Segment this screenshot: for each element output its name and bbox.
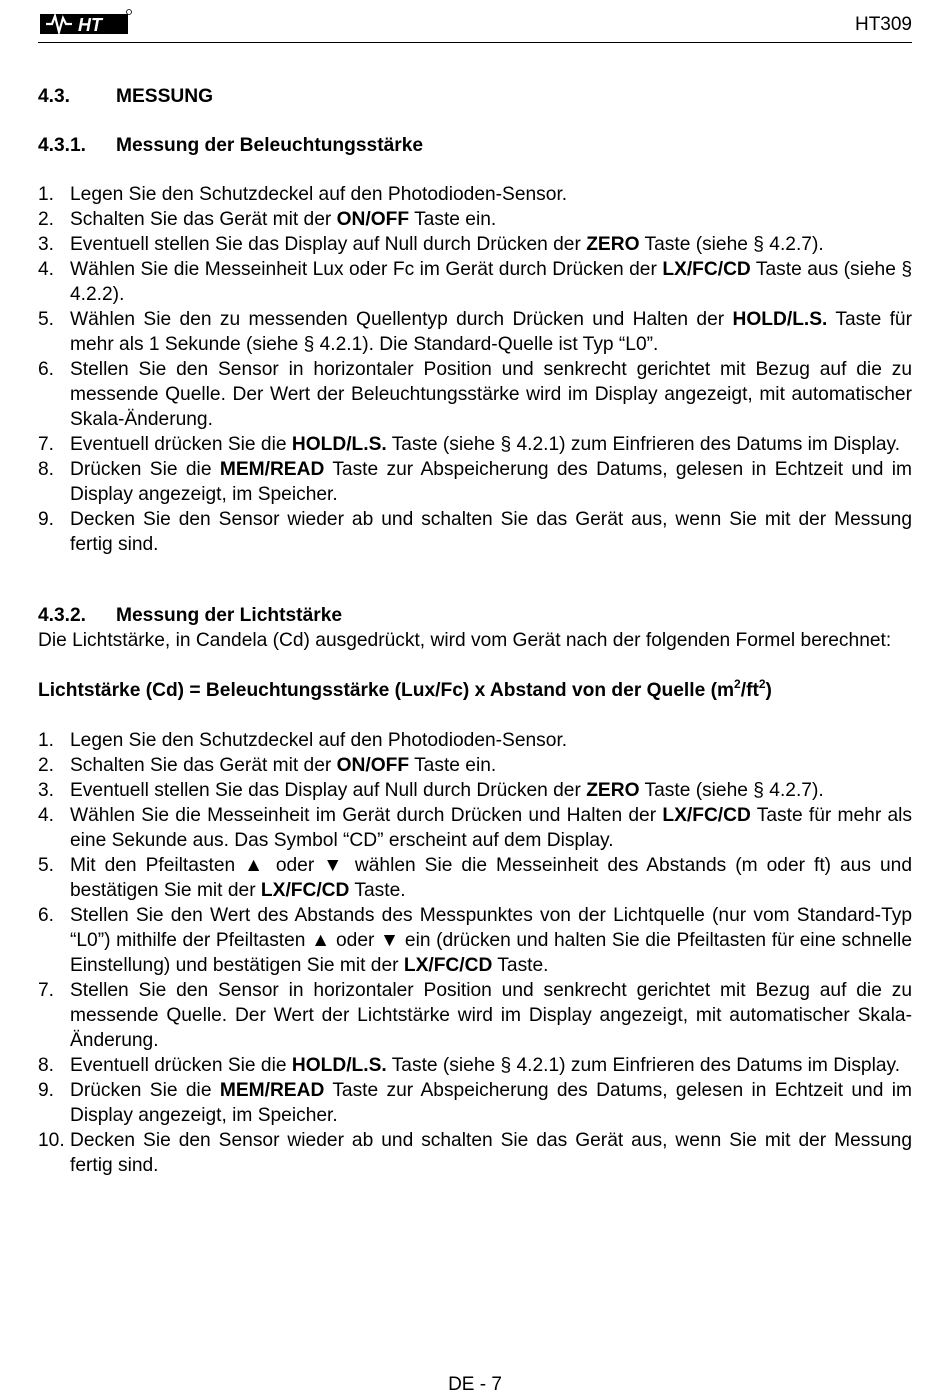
section-title: Messung der Lichtstärke (116, 605, 343, 626)
list-item-text (70, 1128, 912, 1178)
intro-paragraph: Die Lichtstärke, in Candela (Cd) ausgedrückt, wird vom Gerät nach der folgenden Formel berechnet: (38, 630, 892, 651)
formula-end: ) (765, 680, 772, 701)
text-run: Taste aus (siehe § 4.2.2). (70, 259, 912, 305)
list-item-number: 6. (38, 359, 55, 380)
key-name: ON/OFF (336, 755, 410, 776)
text-run: Taste (siehe § 4.2.1) zum Einfrieren des Datums im Display. (386, 1055, 901, 1076)
page-number: DE - 7 (448, 1374, 502, 1395)
section-title: Messung der Beleuchtungsstärke (116, 135, 424, 156)
key-name: HOLD/L.S. (732, 309, 828, 330)
text-run: Taste für mehr als 1 Sekunde (siehe § 4.2.1). Die Standard-Quelle ist Typ “L0”. (70, 309, 912, 355)
steps-list-illuminance (38, 182, 912, 557)
list-item-text (70, 457, 912, 507)
section-heading-4-3-2 (38, 603, 912, 628)
list-item (38, 207, 912, 232)
list-item-number: 1. (38, 184, 55, 205)
text-run: Eventuell drücken Sie die (70, 434, 292, 455)
list-item (38, 1078, 912, 1128)
list-item (38, 182, 912, 207)
text-run: Taste zur Abspeicherung des Datums, gelesen in Echtzeit und im Display angezeigt, im Speicher. (70, 459, 912, 505)
formula-mid: /ft (740, 680, 759, 701)
list-item-number: 6. (38, 905, 55, 926)
text-run: Taste (siehe § 4.2.1) zum Einfrieren des Datums im Display. (386, 434, 901, 455)
list-item-number: 1. (38, 730, 55, 751)
text-run: Taste. (349, 880, 406, 901)
list-item-text (70, 1078, 912, 1128)
list-item (38, 257, 912, 307)
list-item (38, 753, 912, 778)
section-number: 4.3.2. (38, 605, 87, 626)
key-name: LX/FC/CD (662, 805, 751, 826)
list-item-text (70, 307, 912, 357)
list-item-text (70, 778, 912, 803)
text-run: Eventuell stellen Sie das Display auf Null durch Drücken der (70, 234, 587, 255)
list-item (38, 728, 912, 753)
list-item-text (70, 803, 912, 853)
list-item-text (70, 1053, 912, 1078)
text-run: Wählen Sie die Messeinheit Lux oder Fc im Gerät durch Drücken der (70, 259, 663, 280)
text-run: Wählen Sie den zu messenden Quellentyp durch Drücken und Halten der (70, 309, 733, 330)
text-run: Taste ein. (409, 209, 497, 230)
text-run: Legen Sie den Schutzdeckel auf den Photodioden-Sensor. (70, 184, 568, 205)
list-item-number: 4. (38, 805, 55, 826)
list-item-number: 4. (38, 259, 55, 280)
list-item (38, 1128, 912, 1178)
text-run: Stellen Sie den Wert des Abstands des Messpunktes von der Lichtquelle (nur vom Standard-Typ “L0”) mithilfe der Pfeiltasten ▲ oder ▼ ein (drücken und halten Sie die Pfeiltasten für eine schnelle Einstellung) und bestätigen Sie mit der (70, 905, 912, 976)
list-item-number: 5. (38, 855, 55, 876)
key-name: LX/FC/CD (662, 259, 751, 280)
list-item (38, 307, 912, 357)
key-name: HOLD/L.S. (291, 434, 387, 455)
section-title: MESSUNG (116, 86, 214, 107)
formula-sup-m: 2 (734, 677, 741, 691)
header-rule (38, 42, 912, 43)
logo-text: HT (78, 15, 102, 35)
section-heading-4-3-1 (38, 133, 912, 158)
text-run: Decken Sie den Sensor wieder ab und schalten Sie das Gerät aus, wenn Sie mit der Messung fertig sind. (70, 1130, 912, 1176)
text-run: Drücken Sie die (70, 459, 220, 480)
list-item (38, 803, 912, 853)
list-item-text (70, 728, 912, 753)
text-run: Wählen Sie die Messeinheit im Gerät durch Drücken und Halten der (70, 805, 663, 826)
list-item-text (70, 357, 912, 432)
list-item (38, 778, 912, 803)
list-item-text (70, 182, 912, 207)
text-run: Schalten Sie das Gerät mit der (70, 209, 337, 230)
list-item-number: 2. (38, 209, 55, 230)
text-run: Taste ein. (409, 755, 497, 776)
list-item-text (70, 432, 912, 457)
section-heading-4-3 (38, 84, 912, 109)
key-name: ON/OFF (336, 209, 410, 230)
key-name: MEM/READ (219, 1080, 325, 1101)
formula-main: Lichtstärke (Cd) = Beleuchtungsstärke (Lux/Fc) x Abstand von der Quelle (m (38, 680, 735, 701)
text-run: Taste (siehe § 4.2.7). (639, 780, 824, 801)
text-run: Stellen Sie den Sensor in horizontaler Position und senkrecht gerichtet mit Bezug auf die zu messende Quelle. Der Wert der Lichtstärke wird im Display angezeigt, mit automatischer Skala-Änderung. (70, 980, 912, 1051)
list-item-number: 8. (38, 459, 55, 480)
list-item-text (70, 903, 912, 978)
list-item-number: 7. (38, 980, 55, 1001)
key-name: LX/FC/CD (403, 955, 493, 976)
list-item (38, 457, 912, 507)
list-item (38, 1053, 912, 1078)
key-name: LX/FC/CD (260, 880, 350, 901)
list-item-text (70, 853, 912, 903)
list-item-number: 7. (38, 434, 55, 455)
list-item-number: 3. (38, 234, 55, 255)
text-run: Eventuell drücken Sie die (70, 1055, 292, 1076)
section-number: 4.3. (38, 86, 71, 107)
text-run: Stellen Sie den Sensor in horizontaler Position und senkrecht gerichtet mit Bezug auf die zu messende Quelle. Der Wert der Beleuchtungsstärke wird im Display angezeigt, mit automatischer Skala-Änderung. (70, 359, 912, 430)
list-item-text (70, 978, 912, 1053)
list-item-number: 8. (38, 1055, 55, 1076)
text-run: Taste (siehe § 4.2.7). (639, 234, 824, 255)
text-run: Decken Sie den Sensor wieder ab und schalten Sie das Gerät aus, wenn Sie mit der Messung fertig sind. (70, 509, 912, 555)
formula-sup-ft: 2 (758, 677, 766, 691)
list-item (38, 507, 912, 557)
key-name: HOLD/L.S. (291, 1055, 387, 1076)
list-item-text (70, 507, 912, 557)
text-run: Eventuell stellen Sie das Display auf Null durch Drücken der (70, 780, 587, 801)
list-item (38, 903, 912, 978)
list-item (38, 432, 912, 457)
list-item-number: 2. (38, 755, 55, 776)
model-name: HT309 (854, 14, 912, 35)
key-name: ZERO (586, 234, 640, 255)
content (38, 84, 912, 1178)
list-item-number: 9. (38, 1080, 55, 1101)
list-item-number: 3. (38, 780, 55, 801)
key-name: ZERO (586, 780, 640, 801)
steps-list-luminous-intensity (38, 728, 912, 1178)
list-item (38, 232, 912, 257)
list-item (38, 978, 912, 1053)
text-run: Legen Sie den Schutzdeckel auf den Photodioden-Sensor. (70, 730, 568, 751)
list-item-number: 5. (38, 309, 55, 330)
text-run: Mit den Pfeiltasten ▲ oder ▼ wählen Sie die Messeinheit des Abstands (m oder ft) aus und bestätigen Sie mit der (70, 855, 912, 901)
list-item-text (70, 257, 912, 307)
text-run: Schalten Sie das Gerät mit der (70, 755, 337, 776)
key-name: MEM/READ (219, 459, 325, 480)
text-run: Taste. (492, 955, 549, 976)
text-run: Taste für mehr als eine Sekunde aus. Das Symbol “CD” erscheint auf dem Display. (70, 805, 912, 851)
list-item-text (70, 753, 912, 778)
list-item-number: 10. (38, 1130, 65, 1151)
list-item-number: 9. (38, 509, 55, 530)
formula (38, 678, 912, 703)
text-run: Taste zur Abspeicherung des Datums, gelesen in Echtzeit und im Display angezeigt, im Speicher. (70, 1080, 912, 1126)
list-item (38, 853, 912, 903)
section-number: 4.3.1. (38, 135, 87, 156)
ht-logo (40, 8, 132, 36)
list-item-text (70, 232, 912, 257)
list-item-text (70, 207, 912, 232)
text-run: Drücken Sie die (70, 1080, 220, 1101)
list-item (38, 357, 912, 432)
